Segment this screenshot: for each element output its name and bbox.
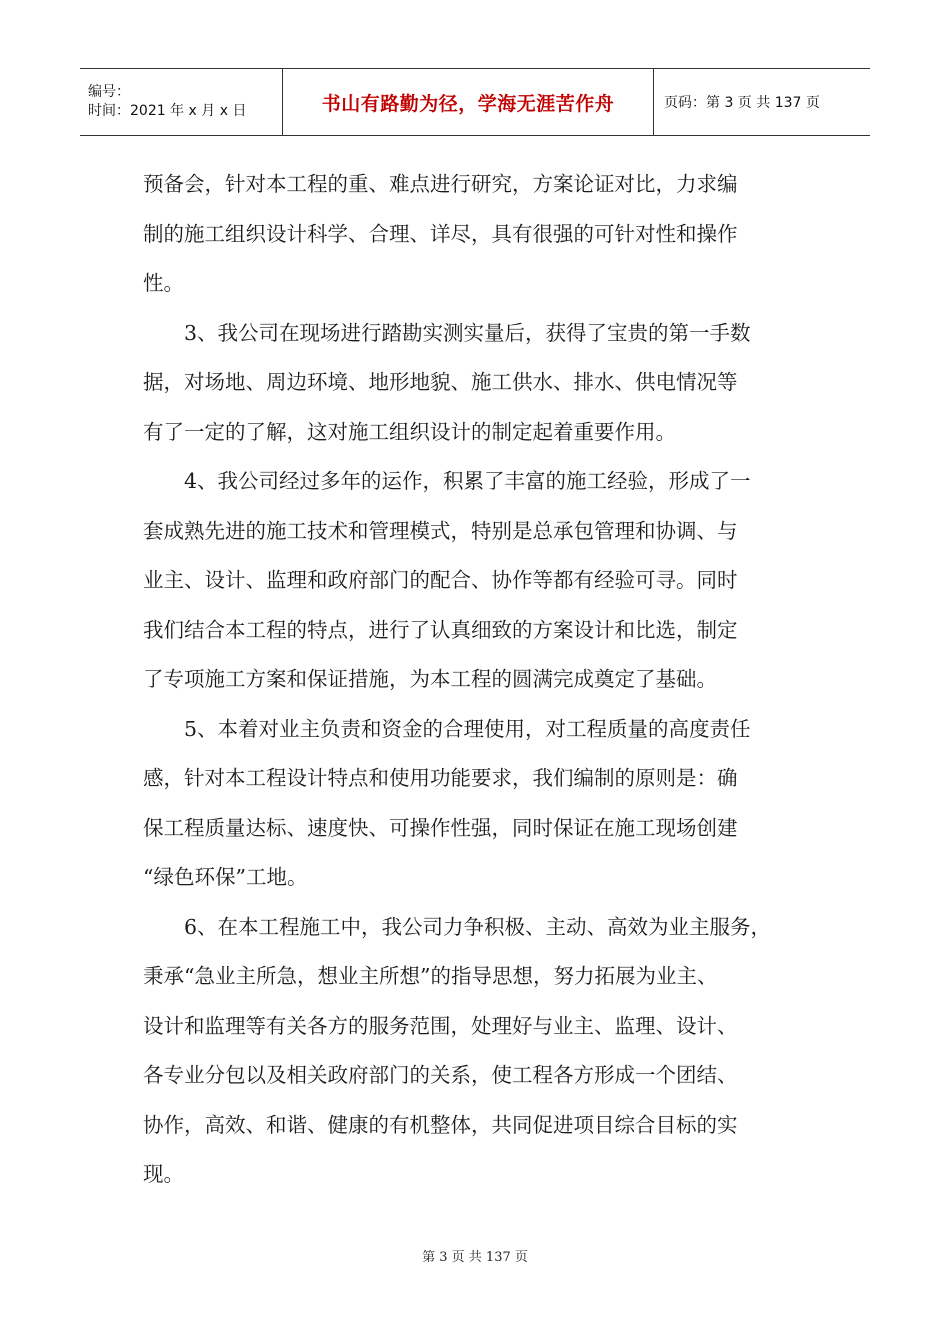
body-line: “绿色环保”工地。 [143, 865, 308, 889]
header-meta [80, 69, 282, 135]
body-line: 业主、设计、监理和政府部门的配合、协作等都有经验可寻。同时 [143, 568, 738, 592]
page-footer [0, 1246, 950, 1265]
body-line: 保工程质量达标、速度快、可操作性强，同时保证在施工现场创建 [143, 815, 738, 840]
document-number-label: 编号： [88, 84, 130, 100]
body-line: 6、在本工程施工中，我公司力争积极、主动、高效为业主服务， [143, 914, 772, 939]
document-header [80, 68, 870, 136]
body-line: 4、我公司经过多年的运作，积累了丰富的施工经验，形成了一 [143, 469, 751, 493]
body-line: 设计和监理等有关各方的服务范围，处理好与业主、监理、设计、 [143, 1013, 738, 1038]
body-line: 感，针对本工程设计特点和使用功能要求，我们编制的原则是：确 [143, 766, 738, 790]
header-page-info [654, 69, 870, 135]
document-body [143, 160, 813, 1200]
body-line: 性。 [143, 271, 184, 295]
motto-text: 书山有路勤为径，学海无涯苦作舟 [321, 92, 615, 115]
header-motto [282, 69, 654, 135]
body-line: 套成熟先进的施工技术和管理模式，特别是总承包管理和协调、与 [143, 518, 738, 543]
footer-page-number: 第 3 页 共 137 页 [422, 1250, 528, 1265]
body-line: 据，对场地、周边环境、地形地貌、施工供水、排水、供电情况等 [143, 370, 738, 394]
body-line: 协作，高效、和谐、健康的有机整体，共同促进项目综合目标的实 [143, 1112, 738, 1137]
body-line: 3、我公司在现场进行踏勘实测实量后，获得了宝贵的第一手数 [143, 320, 751, 345]
body-line: 我们结合本工程的特点，进行了认真细致的方案设计和比选，制定 [143, 617, 738, 642]
body-line: 了专项施工方案和保证措施，为本工程的圆满完成奠定了基础。 [143, 667, 717, 691]
body-line: 制的施工组织设计科学、合理、详尽，具有很强的可针对性和操作 [143, 221, 738, 246]
body-line: 现。 [143, 1162, 184, 1186]
body-line: 预备会，针对本工程的重、难点进行研究，方案论证对比，力求编 [143, 172, 738, 196]
body-line: 各专业分包以及相关政府部门的关系，使工程各方形成一个团结、 [143, 1063, 738, 1087]
body-line: 秉承“急业主所急，想业主所想”的指导思想，努力拓展为业主、 [143, 964, 718, 988]
page-info-text: 页码：第 3 页 共 137 页 [664, 95, 820, 111]
body-line: 有了一定的了解，这对施工组织设计的制定起着重要作用。 [143, 419, 676, 444]
document-time-label: 时间：2021 年 x 月 x 日 [88, 103, 247, 119]
body-line: 5、本着对业主负责和资金的合理使用，对工程质量的高度责任 [143, 716, 751, 741]
